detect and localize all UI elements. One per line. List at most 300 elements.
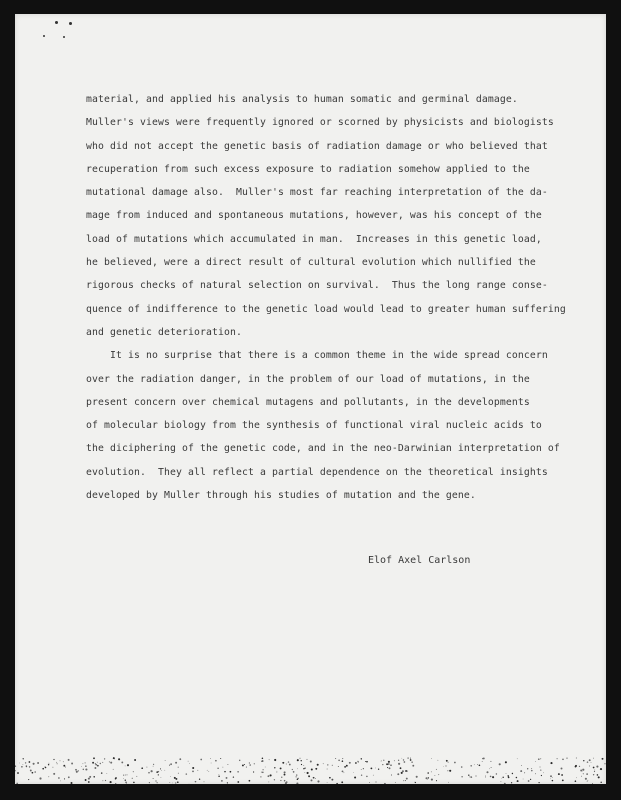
scan-speck (311, 768, 313, 770)
scan-speck (53, 773, 55, 775)
scan-speck (200, 759, 202, 761)
scan-speck (575, 766, 577, 768)
scan-speck (195, 781, 197, 783)
scan-speck (540, 767, 541, 768)
scan-speck (125, 775, 126, 776)
scan-speck (155, 780, 156, 781)
scan-speck (597, 774, 599, 776)
scan-speck (426, 777, 428, 779)
scan-speck (97, 762, 98, 763)
scan-speck (445, 765, 446, 766)
scan-speck (405, 780, 406, 781)
scan-speck (587, 781, 588, 782)
scan-speck (431, 779, 433, 781)
scan-speck (317, 780, 319, 782)
scan-speck (192, 771, 194, 773)
scan-speck (165, 760, 166, 761)
scan-speck (391, 775, 392, 776)
scan-speck (327, 764, 328, 765)
scan-speck (85, 765, 86, 766)
scan-speck (262, 771, 264, 773)
scan-speck (361, 758, 362, 759)
scan-speck (169, 782, 170, 783)
scan-speck (136, 776, 137, 777)
scan-speck (381, 761, 382, 762)
scan-speck (516, 777, 518, 779)
scan-speck (303, 768, 304, 769)
scan-speck (177, 781, 179, 783)
scan-speck (21, 766, 23, 768)
scan-speck (254, 763, 255, 764)
scan-speck (141, 767, 143, 769)
scan-speck (512, 773, 513, 774)
scan-speck (37, 762, 39, 764)
scan-speck (204, 781, 205, 782)
scan-speck (88, 778, 90, 780)
scan-speck (315, 778, 316, 779)
scan-speck (45, 767, 46, 768)
scan-speck (589, 759, 591, 761)
scan-speck (528, 780, 530, 782)
scan-speck (332, 779, 333, 780)
scan-speck (300, 758, 301, 759)
scan-speck (160, 768, 161, 769)
scan-speck (178, 773, 179, 774)
scan-speck (64, 778, 65, 779)
scan-speck (310, 760, 312, 762)
scan-speck (406, 770, 408, 772)
scan-speck (175, 762, 177, 764)
scan-speck (219, 774, 220, 775)
scan-speck (60, 781, 61, 782)
scan-speck (95, 764, 97, 766)
scan-speck (394, 760, 395, 761)
scan-speck (23, 764, 24, 765)
corner-speck (69, 22, 72, 25)
scan-speck (561, 774, 563, 776)
scan-speck (268, 781, 269, 782)
scan-speck (161, 770, 162, 771)
scan-speck (398, 763, 400, 765)
scan-speck (83, 769, 84, 770)
scan-speck (249, 762, 250, 763)
text-line: of molecular biology from the synthesis of functional viral nucleic acids to (86, 420, 542, 432)
scan-speck (115, 777, 117, 779)
scan-speck (329, 777, 331, 779)
scan-speck (56, 762, 57, 763)
scan-speck (121, 761, 123, 763)
scan-speck (397, 773, 399, 775)
scan-speck (304, 772, 305, 773)
scan-speck (505, 761, 507, 763)
scan-speck (366, 776, 368, 778)
scan-speck (531, 768, 532, 769)
scan-speck (125, 766, 126, 767)
scan-speck (538, 758, 540, 760)
scan-speck (261, 772, 262, 773)
scan-speck (132, 778, 133, 779)
scan-speck (123, 775, 124, 776)
scan-speck (507, 775, 509, 777)
scan-speck (476, 776, 477, 777)
scan-speck (383, 760, 384, 761)
scan-speck (315, 768, 317, 770)
scan-speck (104, 758, 105, 759)
scan-speck (535, 761, 536, 762)
scan-speck (146, 767, 147, 768)
scan-speck (169, 765, 170, 766)
scan-speck (284, 780, 286, 782)
scan-speck (438, 774, 439, 775)
text-line: recuperation from such excess exposure to radiation somehow applied to the (86, 163, 530, 175)
scan-speck (65, 767, 66, 768)
scan-speck (249, 780, 251, 782)
scan-speck (592, 783, 593, 784)
scan-speck (57, 763, 58, 764)
scan-speck (482, 761, 483, 762)
scan-speck (491, 767, 492, 768)
scan-speck (186, 773, 187, 774)
scan-speck (388, 763, 390, 765)
scan-speck (576, 757, 577, 758)
scan-speck (587, 761, 589, 763)
scan-speck (189, 763, 190, 764)
scan-speck (118, 758, 120, 760)
scan-speck (126, 774, 127, 775)
scan-speck (303, 765, 304, 766)
text-line: over the radiation danger, in the problem of our load of mutations, in the (86, 373, 530, 385)
text-line: quence of indifference to the genetic load would lead to greater human suffering (86, 303, 566, 315)
scan-speck (327, 769, 328, 770)
scan-speck (373, 775, 374, 776)
scan-speck (68, 776, 70, 778)
scan-speck (598, 776, 600, 778)
scan-speck (436, 780, 437, 781)
scan-speck (543, 772, 544, 773)
scan-speck (93, 776, 95, 778)
scan-speck (461, 766, 463, 768)
scan-speck (105, 780, 106, 781)
scan-speck (506, 773, 507, 774)
scan-speck (538, 782, 539, 783)
scan-speck (301, 760, 302, 761)
scan-speck (591, 762, 592, 763)
scan-speck (411, 761, 413, 763)
scan-speck (296, 782, 298, 784)
scan-speck (470, 776, 472, 778)
scan-speck (109, 761, 110, 762)
scan-speck (261, 761, 262, 762)
scan-speck (311, 779, 313, 781)
scan-speck (26, 766, 27, 767)
scan-speck (353, 772, 354, 773)
scan-speck (436, 769, 437, 770)
scan-speck (199, 779, 200, 780)
scan-speck (357, 761, 358, 762)
scan-speck (390, 765, 391, 766)
scan-speck (602, 758, 604, 760)
scan-speck (469, 776, 470, 777)
scan-speck (588, 780, 589, 781)
scan-speck (342, 770, 344, 772)
scan-speck (85, 762, 86, 763)
scan-speck (346, 765, 348, 767)
scan-speck (580, 770, 582, 772)
scan-speck (227, 764, 228, 765)
scan-speck (220, 758, 221, 759)
scan-speck (485, 777, 486, 778)
scan-speck (483, 757, 485, 759)
scan-speck (523, 779, 524, 780)
scan-speck (448, 762, 449, 763)
scan-speck (443, 766, 444, 767)
document-body (86, 88, 576, 507)
scan-speck (237, 781, 239, 783)
scan-speck (435, 775, 436, 776)
author-signature: Elof Axel Carlson (368, 555, 471, 566)
scan-speck (127, 764, 129, 766)
scan-speck (115, 783, 116, 784)
scan-speck (218, 776, 220, 778)
scan-speck (490, 761, 491, 762)
scan-speck (490, 776, 492, 778)
scan-speck (428, 777, 429, 778)
scan-speck (582, 769, 584, 771)
scan-speck (438, 760, 439, 761)
text-line: It is no surprise that there is a common theme in the wide spread concern (86, 350, 548, 362)
text-line: developed by Muller through his studies of mutation and the gene. (86, 490, 476, 502)
scan-speck (317, 764, 319, 766)
scan-speck (260, 776, 261, 777)
scan-speck (97, 765, 99, 767)
scan-speck (246, 767, 247, 768)
scan-speck (288, 761, 289, 762)
scan-speck (94, 767, 96, 769)
scan-speck (170, 776, 171, 777)
scan-speck (179, 758, 181, 760)
scan-speck (48, 764, 49, 765)
scan-speck (274, 767, 275, 768)
scan-speck (292, 769, 293, 770)
scan-speck (25, 762, 26, 763)
scan-speck (530, 779, 531, 780)
scan-speck (85, 779, 87, 781)
scan-speck (100, 763, 101, 764)
scan-speck (29, 766, 31, 768)
scan-speck (474, 764, 475, 765)
text-line: present concern over chemical mutagens and pollutants, in the developments (86, 396, 530, 408)
scan-speck (412, 765, 414, 767)
scan-speck (277, 772, 278, 773)
text-line: evolution. They all reflect a partial dependence on the theoretical insights (86, 466, 548, 478)
scan-speck (110, 781, 112, 783)
scan-speck (175, 782, 176, 783)
scan-speck (461, 776, 462, 777)
scan-speck (499, 763, 501, 765)
scan-speck (332, 765, 333, 766)
scan-speck (133, 771, 134, 772)
text-line: he believed, were a direct result of cultural evolution which nullified the (86, 257, 536, 269)
scan-speck (479, 764, 481, 766)
scan-speck (83, 763, 84, 764)
scan-speck (508, 777, 510, 779)
text-line: mutational damage also. Muller's most far reaching interpretation of the da- (86, 187, 548, 199)
scan-speck (389, 767, 391, 769)
scan-speck (361, 769, 362, 770)
scan-speck (486, 771, 488, 773)
scan-speck (448, 782, 449, 783)
scan-speck (16, 783, 18, 784)
scan-speck (323, 763, 324, 764)
paragraph-2 (86, 344, 576, 507)
scan-speck (93, 757, 95, 759)
text-line: rigorous checks of natural selection on survival. Thus the long range conse- (86, 280, 548, 292)
scan-speck (427, 772, 429, 774)
scan-speck (224, 771, 226, 773)
scan-speck (242, 764, 244, 766)
scan-speck (237, 771, 239, 773)
scan-speck (338, 766, 339, 767)
scan-speck (361, 775, 362, 776)
scan-speck (527, 768, 528, 769)
scan-speck (336, 783, 338, 784)
scan-speck (589, 765, 590, 766)
scan-speck (192, 767, 194, 769)
scan-speck (594, 770, 595, 771)
scan-speck (335, 758, 336, 759)
scan-speck (125, 781, 127, 783)
scan-speck (344, 772, 345, 773)
scan-speck (149, 782, 150, 783)
scan-speck (596, 766, 598, 768)
scan-speck (157, 782, 158, 783)
scan-speck (208, 771, 209, 772)
scan-speck (366, 761, 368, 763)
scan-speck (552, 777, 553, 778)
scan-speck (197, 770, 198, 771)
scan-speck (274, 759, 276, 761)
scan-speck (586, 773, 587, 774)
scan-speck (265, 767, 266, 768)
scan-speck (468, 775, 469, 776)
scan-speck (52, 767, 53, 768)
scan-speck (576, 777, 577, 778)
scan-speck (172, 783, 173, 784)
scan-speck (406, 778, 408, 780)
scan-speck (19, 763, 20, 764)
scan-speck (92, 762, 94, 764)
scan-speck (583, 773, 584, 774)
scan-speck (381, 760, 382, 761)
scan-speck (230, 771, 232, 773)
scan-speck (262, 769, 263, 770)
scan-speck (540, 758, 541, 759)
scan-speck (489, 768, 490, 769)
scan-speck (410, 758, 411, 759)
scan-speck (561, 768, 563, 770)
scan-speck (485, 776, 486, 777)
scan-speck (239, 760, 240, 761)
scan-speck (297, 768, 298, 769)
scan-speck (540, 770, 541, 771)
scan-speck (593, 758, 594, 759)
scan-speck (280, 780, 281, 781)
corner-speck (63, 36, 65, 38)
scan-speck (501, 778, 502, 779)
scan-speck (170, 763, 172, 765)
scan-speck (17, 772, 19, 774)
scan-speck (355, 762, 357, 764)
scan-speck (277, 771, 278, 772)
scan-speck (113, 769, 114, 770)
scan-speck (103, 780, 104, 781)
scan-speck (233, 776, 234, 777)
scan-speck (398, 760, 399, 761)
scan-speck (521, 765, 522, 766)
scan-speck (48, 776, 49, 777)
scan-speck (470, 765, 472, 767)
scan-speck (42, 768, 44, 770)
scan-speck (153, 766, 154, 767)
scan-speck (306, 759, 307, 760)
scan-speck (387, 767, 388, 768)
scan-speck (249, 764, 251, 766)
scan-speck (280, 767, 282, 769)
scan-speck (502, 777, 503, 778)
text-line: material, and applied his analysis to human somatic and germinal damage. (86, 94, 518, 105)
scan-speck (153, 778, 154, 779)
scan-speck (431, 758, 432, 759)
scan-speck (382, 764, 383, 765)
scan-speck (579, 766, 580, 767)
scan-speck (575, 780, 577, 782)
scan-speck (32, 772, 34, 774)
scan-speck (125, 779, 126, 780)
scan-speck (217, 767, 219, 769)
scan-speck (401, 758, 402, 759)
scan-speck (297, 759, 299, 761)
scan-speck (581, 776, 582, 777)
scan-speck (110, 762, 112, 764)
scan-speck (269, 759, 270, 760)
scan-speck (589, 766, 590, 767)
scan-speck (535, 773, 536, 774)
scan-speck (447, 770, 448, 771)
scan-speck (89, 776, 91, 778)
text-line: Muller's views were frequently ignored or scorned by physicists and biologists (86, 117, 554, 129)
scan-speck (404, 761, 406, 763)
scan-speck (253, 771, 254, 772)
scan-speck (431, 772, 432, 773)
scan-speck (305, 768, 306, 769)
scan-speck (298, 778, 299, 779)
scan-speck (267, 775, 269, 777)
scan-speck (402, 770, 404, 772)
scan-speck (270, 774, 272, 776)
scan-speck (175, 778, 177, 780)
scan-speck (28, 779, 29, 780)
scan-speck (34, 771, 36, 773)
corner-speck (43, 35, 45, 37)
scan-speck (286, 781, 288, 783)
scan-speck (88, 781, 90, 783)
scan-speck (296, 774, 297, 775)
scan-speck (23, 758, 24, 759)
scan-speck (541, 775, 542, 776)
scan-speck (593, 767, 595, 769)
scan-speck (211, 763, 212, 764)
scan-speck (15, 765, 16, 767)
